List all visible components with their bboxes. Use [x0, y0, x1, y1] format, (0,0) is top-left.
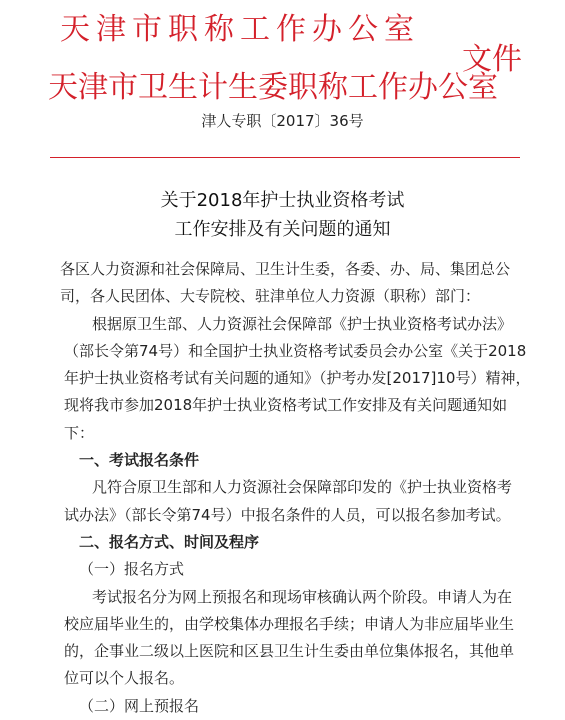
- body-line: 的，企事业二级以上医院和区县卫生计生委由单位集体报名，其他单: [64, 642, 515, 661]
- notice-body: [60, 256, 534, 720]
- subsection-heading: （一）报名方式: [79, 560, 185, 579]
- notice-title-line-1: 关于2018年护士执业资格考试: [160, 190, 405, 211]
- body-line: 位可以个人报名。: [64, 669, 185, 688]
- document-number: 津人专职〔2017〕36号: [201, 112, 364, 130]
- body-line: 校应届毕业生的，由学校集体办理报名手续；申请人为非应届毕业生: [64, 614, 515, 633]
- issuing-org-1: 天津市职称工作办公室: [60, 12, 420, 47]
- body-line: （部长令第74号）和全国护士执业资格考试委员会办公室《关于2018: [64, 341, 527, 360]
- section-heading: 二、报名方式、时间及程序: [79, 532, 260, 551]
- issuing-org-2: 天津市卫生计生委职称工作办公室: [48, 70, 498, 105]
- body-line: 试办法》（部长令第74号）中报名条件的人员，可以报名参加考试。: [64, 505, 511, 524]
- body-line: 各区人力资源和社会保障局、卫生计生委，各委、办、局、集团总公: [60, 260, 511, 278]
- red-header-rule: [50, 157, 520, 158]
- doc-type-label: 文件: [462, 42, 522, 77]
- body-line: 现将我市参加2018年护士执业资格考试工作安排及有关问题通知如: [64, 396, 508, 415]
- body-line: 凡符合原卫生部和人力资源社会保障部印发的《护士执业资格考: [92, 478, 513, 497]
- body-line: 下：: [64, 423, 95, 442]
- body-line: 考试报名分为网上预报名和现场审核确认两个阶段。申请人为在: [92, 587, 513, 606]
- section-heading: 一、考试报名条件: [79, 451, 200, 470]
- notice-title-line-2: 工作安排及有关问题的通知: [174, 219, 391, 240]
- body-line: 根据原卫生部、人力资源社会保障部《护士执业资格考试办法》: [92, 314, 513, 333]
- body-line: 司，各人民团体、大专院校、驻津单位人力资源（职称）部门：: [60, 287, 481, 306]
- body-line: 年护士执业资格考试有关问题的通知》（护考办发[2017]10号）精神，: [64, 369, 531, 388]
- subsection-heading: （二）网上预报名: [79, 696, 200, 715]
